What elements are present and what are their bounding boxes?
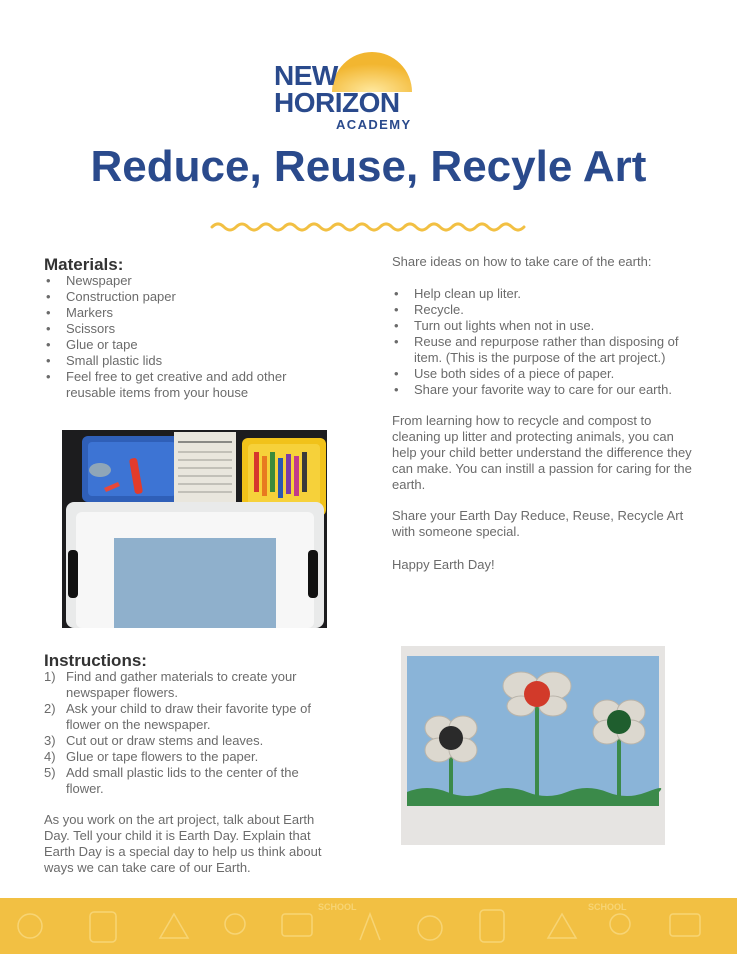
list-item: • Markers [46,305,113,320]
list-item: 5) Add small plastic lids to the center of the flower. [44,765,299,796]
logo-text-new: NEW [274,60,338,91]
instructions-heading: Instructions: [44,651,147,670]
bullet-icon: • [46,321,51,336]
info-paragraph: From learning how to recycle and compost to cleaning up litter and protecting animals, you can help your child better understand the difference they can make. You can instill a passion for caring for the earth. [392,413,692,492]
list-item: • Newspaper [46,273,132,288]
bullet-icon: • [46,337,51,352]
page-title: Reduce, Reuse, Recyle Art [90,142,647,191]
closing-paragraph: As you work on the art project, talk about Earth Day. Tell your child it is Earth Day. Explain that Earth Day is a special day to help us think about ways we can take care of our Earth. [44,812,322,875]
footer-pattern-word: SCHOOL [318,902,357,912]
list-item: 3) Cut out or draw stems and leaves. [44,733,264,748]
share-paragraph: Share your Earth Day Reduce, Reuse, Recycle Art with someone special. [392,508,684,539]
bullet-icon: • [394,302,399,317]
list-item: • Feel free to get creative and add other reusable items from your house [46,369,287,400]
bullet-icon: • [394,366,399,381]
share-intro: Share ideas on how to take care of the earth: [392,254,652,269]
list-item: 1) Find and gather materials to create your newspaper flowers. [44,669,297,700]
list-item: • Recycle. [394,302,464,317]
list-item: • Scissors [46,321,116,336]
footer-pattern-band [0,898,737,954]
list-item: • Help clean up liter. [394,286,521,301]
materials-photo [62,430,327,628]
materials-heading: Materials: [44,255,124,274]
footer-pattern-word: SCHOOL [588,902,627,912]
list-item: • Glue or tape [46,337,138,352]
bullet-icon: • [46,273,51,288]
materials-list [44,273,324,401]
bullet-icon: • [394,318,399,333]
bullet-icon: • [394,334,399,349]
bullet-icon: • [46,289,51,304]
list-item: • Turn out lights when not in use. [394,318,595,333]
bullet-icon: • [394,382,399,397]
list-item: 2) Ask your child to draw their favorite type of flower on the newspaper. [44,701,311,732]
bullet-icon: • [46,353,51,368]
bullet-icon: • [394,286,399,301]
wave-divider [210,220,526,234]
logo-text-academy: ACADEMY [336,117,412,132]
list-item: • Construction paper [46,289,176,304]
list-item: • Use both sides of a piece of paper. [394,366,615,381]
bullet-icon: • [46,369,51,384]
instructions-list [44,669,334,797]
share-ideas-list [392,286,692,398]
list-item: 4) Glue or tape flowers to the paper. [44,749,259,764]
new-horizon-academy-logo [272,52,422,134]
school-doodle-pattern [0,898,737,954]
bullet-icon: • [46,305,51,320]
list-item: • Small plastic lids [46,353,163,368]
logo-text-horizon: HORIZON [274,87,400,118]
list-item: • Share your favorite way to care for our earth. [394,382,672,397]
list-item: • Reuse and repurpose rather than disposing of item. (This is the purpose of the art project.) [394,334,679,365]
finished-art-photo [401,646,665,845]
closing-greeting: Happy Earth Day! [392,557,495,572]
